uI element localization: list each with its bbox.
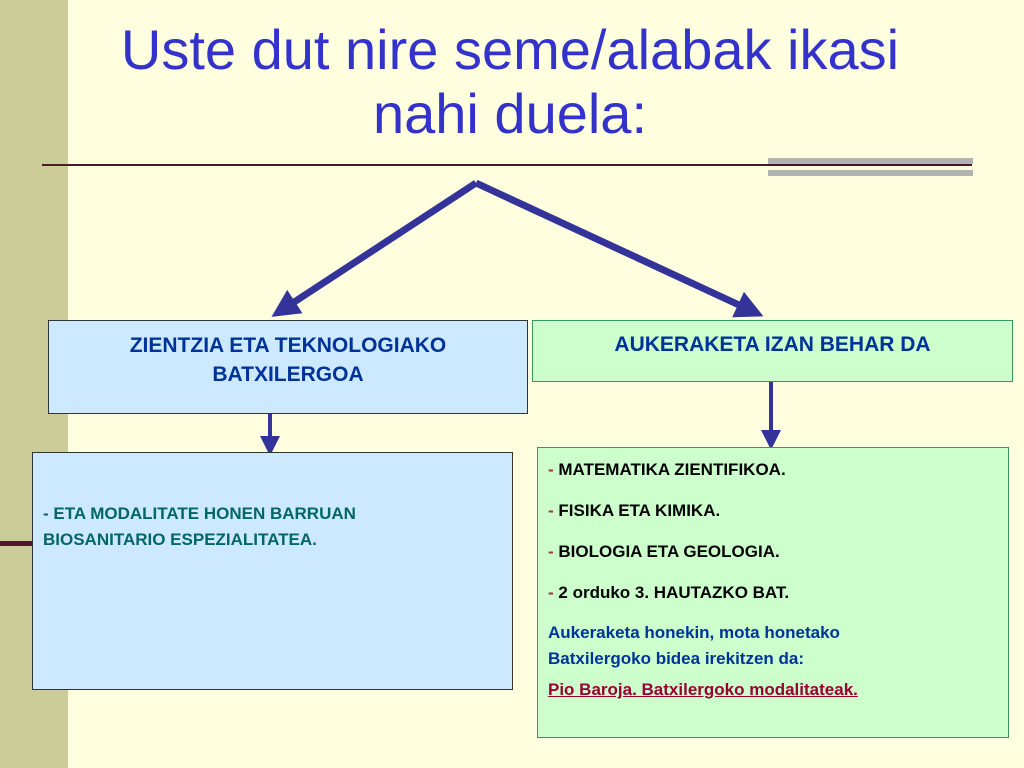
arrow-to-right-box [476, 183, 752, 311]
selection-required-box [532, 320, 1013, 382]
subject-item-1: - MATEMATIKA ZIENTIFIKOA. [548, 460, 786, 479]
subject-item-2: - FISIKA ETA KIMIKA. [548, 501, 721, 520]
left-heading-line-1: ZIENTZIA ETA TEKNOLOGIAKO [129, 334, 447, 357]
note-text [548, 620, 998, 672]
science-technology-box [48, 320, 528, 414]
biosanitary-box [32, 452, 513, 690]
pio-baroja-link[interactable]: Pio Baroja. Batxilergoko modalitateak. [548, 680, 858, 699]
title-line-2: nahi duela: [372, 82, 647, 145]
subjects-box [537, 447, 1009, 738]
subject-item-3: - BIOLOGIA ETA GEOLOGIA. [548, 542, 780, 561]
arrow-to-left-box [282, 183, 476, 310]
subject-item-4: - 2 orduko 3. HAUTAZKO BAT. [548, 583, 790, 602]
left-body-line-1: - ETA MODALITATE HONEN BARRUAN [43, 504, 356, 523]
left-body-line-2: BIOSANITARIO ESPEZIALITATEA. [43, 530, 317, 549]
note-line-2: Batxilergoko bidea irekitzen da: [548, 649, 805, 668]
right-heading: AUKERAKETA IZAN BEHAR DA [614, 333, 931, 356]
left-heading-line-2: BATXILERGOA [212, 363, 364, 386]
note-line-1: Aukeraketa honekin, mota honetako [548, 623, 840, 642]
title-line-1: Uste dut nire seme/alabak ikasi [120, 18, 900, 81]
